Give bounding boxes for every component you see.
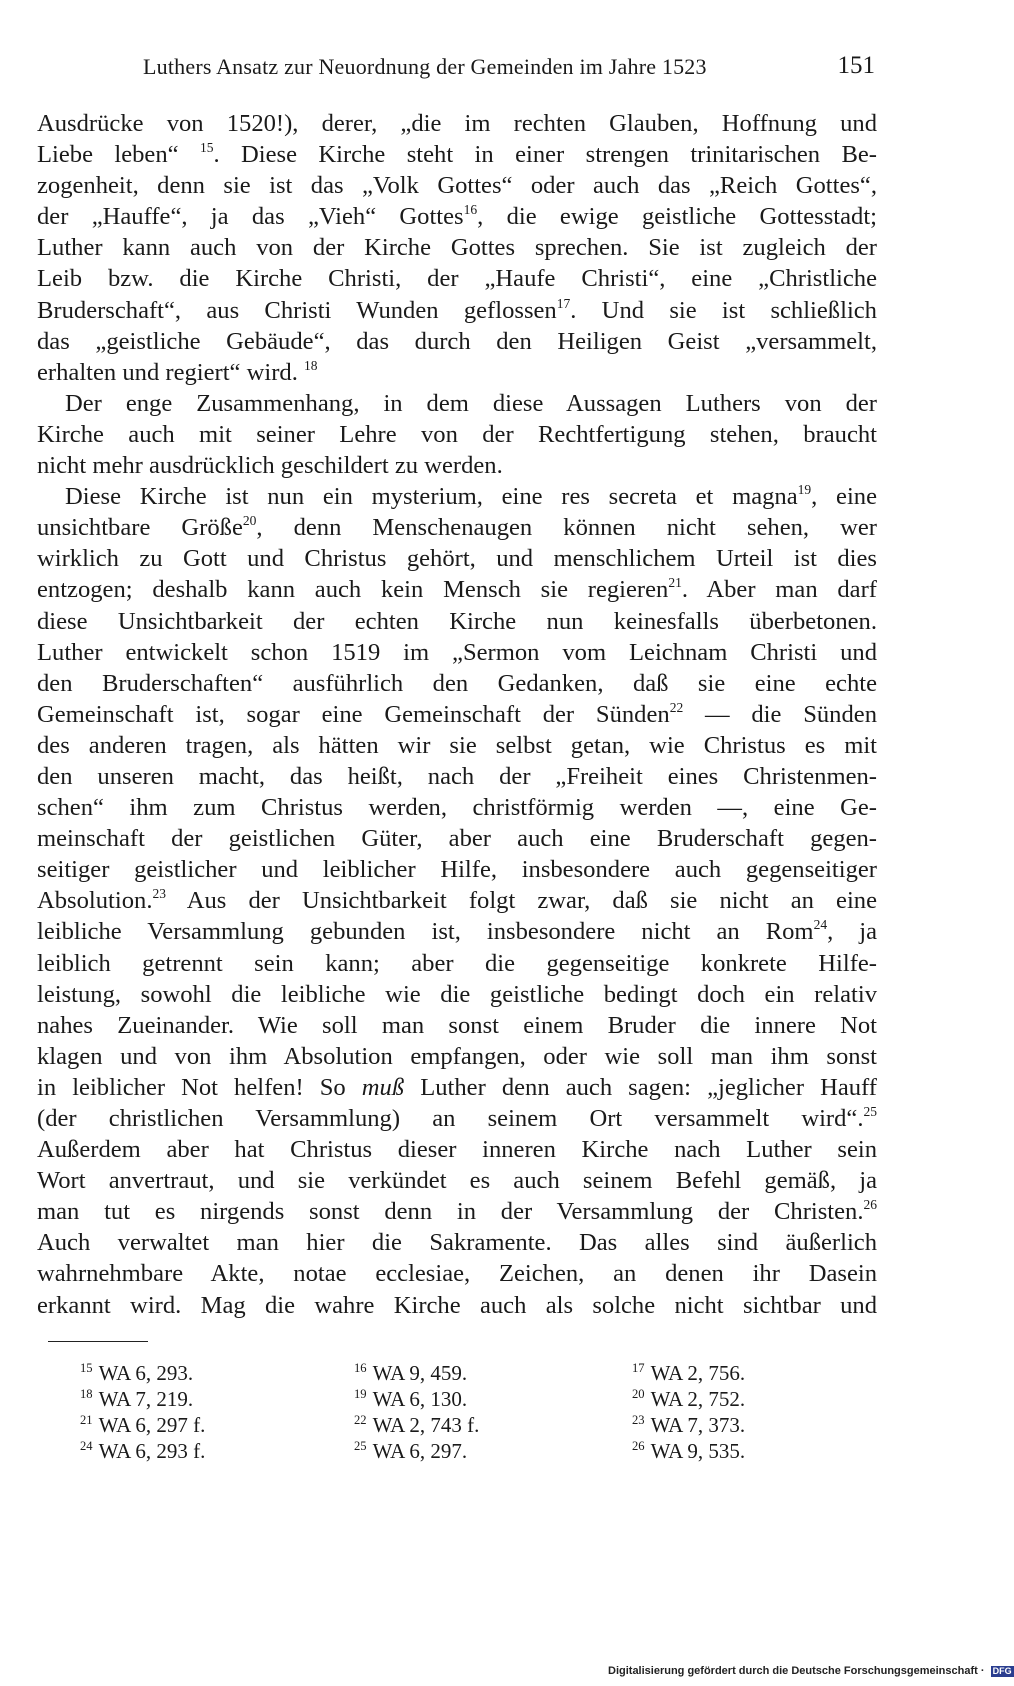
- footnote-text: WA 6, 293 f.: [98, 1439, 206, 1463]
- text-line: meinschaft der geistlichen Güter, aber auch eine Bruderschaft gegen-: [37, 825, 877, 853]
- text-segment: , die ewige geistliche Gottesstadt;: [477, 203, 877, 231]
- text-line: [37, 512, 877, 543]
- text-segment: — die Sünden: [683, 700, 877, 728]
- footnote-text: WA 6, 297 f.: [98, 1413, 206, 1437]
- footnote-number: 26: [632, 1439, 645, 1454]
- footnote-row: [80, 1412, 800, 1438]
- footnote: [354, 1412, 479, 1438]
- text-line: Luther entwickelt schon 1519 im „Sermon vom Leichnam Christi und: [37, 638, 877, 666]
- text-line: das „geistliche Gebäude“, das durch den Heiligen Geist „versammelt,: [37, 327, 877, 355]
- footnote-ref[interactable]: 23: [152, 886, 166, 902]
- footnote-ref[interactable]: 17: [556, 295, 571, 311]
- text-line: des anderen tragen, als hätten wir sie selbst getan, wie Christus es mit: [37, 731, 877, 759]
- text-line: Luther kann auch von der Kirche Gottes sprechen. Sie ist zugleich der: [37, 234, 877, 262]
- text-line: klagen und von ihm Absolution empfangen, oder wie soll man ihm sonst: [37, 1042, 877, 1070]
- footnote-ref[interactable]: 16: [463, 202, 478, 218]
- text-segment: , denn Menschenaugen können nicht sehen, wer: [256, 514, 877, 542]
- footnote: [632, 1386, 745, 1412]
- text-line: [37, 1072, 877, 1103]
- footnote-text: WA 6, 293.: [98, 1361, 194, 1385]
- text-segment: der „Hauffe“, ja das „Vieh“ Gottes: [37, 203, 464, 231]
- text-line: [37, 295, 877, 326]
- footnote: [354, 1360, 467, 1386]
- dfg-logo: DFG: [992, 1665, 1012, 1676]
- footnote: [632, 1412, 745, 1438]
- footnote-text: WA 6, 130.: [372, 1387, 468, 1411]
- text-line: [37, 699, 877, 730]
- text-segment: in leiblicher Not helfen! So: [37, 1073, 362, 1101]
- footnote: [632, 1360, 745, 1386]
- footnote-number: 24: [80, 1439, 93, 1454]
- footnote-number: 15: [80, 1361, 93, 1376]
- footnote-number: 21: [80, 1413, 93, 1428]
- footnote-ref[interactable]: 21: [668, 575, 682, 591]
- footnote-number: 19: [354, 1387, 367, 1402]
- footnote-number: 23: [632, 1413, 645, 1428]
- text-line: erkannt wird. Mag die wahre Kirche auch als solche nicht sichtbar und: [37, 1291, 877, 1319]
- text-line: den Bruderschaften“ ausführlich den Gedanken, daß sie eine echte: [37, 669, 877, 697]
- emphasis: muß: [361, 1073, 405, 1101]
- text-segment: , eine: [811, 483, 877, 511]
- footnote-ref[interactable]: 20: [242, 513, 257, 529]
- footnote-number: 18: [80, 1387, 93, 1402]
- footnote-text: WA 2, 756.: [650, 1361, 746, 1385]
- text-segment: entzogen; deshalb kann auch kein Mensch sie regieren: [37, 576, 669, 604]
- running-header: [135, 50, 875, 84]
- footnote-text: WA 7, 373.: [650, 1413, 746, 1437]
- text-segment: . Und sie ist schließlich: [570, 296, 877, 324]
- footnote: [354, 1438, 467, 1464]
- text-line: den unseren macht, das heißt, nach der „Freiheit eines Christenmen-: [37, 762, 877, 790]
- body-text: [37, 108, 877, 1321]
- footnote-divider: [48, 1341, 148, 1342]
- text-line: nicht mehr ausdrücklich geschildert zu werden.: [37, 452, 503, 480]
- text-line: [37, 481, 877, 512]
- footnote-number: 22: [354, 1413, 367, 1428]
- footnote-number: 16: [354, 1361, 367, 1376]
- footnote-number: 25: [354, 1439, 367, 1454]
- text-line: schen“ ihm zum Christus werden, christförmig werden —, eine Ge-: [37, 794, 877, 822]
- text-segment: leibliche Versammlung gebunden ist, insbesondere nicht an Rom: [37, 918, 814, 946]
- footnote-ref[interactable]: 18: [304, 357, 318, 373]
- text-line: [37, 201, 877, 232]
- footnote: [632, 1438, 745, 1464]
- text-line: Ausdrücke von 1520!), derer, „die im rechten Glauben, Hoffnung und: [37, 110, 877, 137]
- footnote: [80, 1412, 205, 1438]
- text-line: Auch verwaltet man hier die Sakramente. Das alles sind äußerlich: [37, 1229, 877, 1257]
- footnote-text: WA 2, 752.: [650, 1387, 746, 1411]
- footnote-number: 20: [632, 1387, 645, 1402]
- footnote-text: WA 6, 297.: [372, 1439, 468, 1463]
- text-segment: Bruderschaft“, aus Christi Wunden geflossen: [37, 296, 557, 324]
- footnote-row: [80, 1360, 800, 1386]
- footnote: [80, 1386, 193, 1412]
- text-line: Außerdem aber hat Christus dieser inneren Kirche nach Luther sein: [37, 1136, 877, 1164]
- footnote-text: WA 9, 535.: [650, 1439, 746, 1463]
- text-segment: . Aber man darf: [681, 576, 877, 604]
- text-line: leistung, sowohl die leibliche wie die geistliche bedingt doch ein relativ: [37, 980, 877, 1008]
- footnote-ref[interactable]: 19: [797, 481, 812, 497]
- text-segment: , ja: [827, 918, 877, 946]
- page-number: 151: [837, 52, 875, 79]
- text-line: Leib bzw. die Kirche Christi, der „Haufe Christi“, eine „Christliche: [37, 265, 877, 293]
- footnote-text: WA 2, 743 f.: [372, 1413, 480, 1437]
- footnote-ref[interactable]: 24: [813, 917, 828, 933]
- text-line: [37, 885, 877, 916]
- text-line: nahes Zueinander. Wie soll man sonst einem Bruder die innere Not: [37, 1011, 877, 1039]
- footnote-ref[interactable]: 22: [669, 699, 684, 715]
- text-line: Kirche auch mit seiner Lehre von der Rechtfertigung stehen, braucht: [37, 420, 877, 448]
- footnote-text: WA 9, 459.: [372, 1361, 468, 1385]
- footnote-ref[interactable]: 15: [199, 139, 214, 155]
- footnote: [80, 1438, 205, 1464]
- text-segment: (der christlichen Versammlung) an seinem Ort versammelt wird“.: [37, 1105, 864, 1132]
- text-segment: Absolution.: [37, 887, 153, 915]
- text-line: [37, 1103, 877, 1134]
- text-line: [37, 916, 877, 947]
- text-line: [37, 139, 877, 170]
- text-line: wirklich zu Gott und Christus gehört, und menschlichem Urteil ist dies: [37, 545, 877, 573]
- text-segment: Diese Kirche ist nun ein mysterium, eine res secreta et magna: [65, 483, 798, 511]
- running-title: Luthers Ansatz zur Neuordnung der Gemeinden im Jahre 1523: [143, 54, 707, 79]
- text-line: [37, 574, 877, 605]
- text-segment: Liebe leben“: [37, 141, 200, 169]
- text-line: seitiger geistlicher und leiblicher Hilfe, insbesondere auch gegenseitiger: [37, 856, 877, 884]
- text-segment: . Diese Kirche steht in einer strengen trinitarischen Be-: [213, 141, 877, 169]
- text-line: zogenheit, denn sie ist das „Volk Gottes“ oder auch das „Reich Gottes“,: [37, 172, 877, 200]
- text-segment: erhalten und regiert“ wird.: [37, 358, 305, 386]
- text-line: leiblich getrennt sein kann; aber die gegenseitige konkrete Hilfe-: [37, 949, 877, 977]
- footnote-row: [80, 1438, 800, 1464]
- text-segment: Aus der Unsichtbarkeit folgt zwar, daß sie nicht an eine: [165, 887, 877, 915]
- footnote: [354, 1386, 467, 1412]
- text-segment: man tut es nirgends sonst denn in der Versammlung der Christen.: [37, 1198, 864, 1226]
- footnote-ref[interactable]: 25: [863, 1103, 877, 1119]
- footnote-number: 17: [632, 1361, 645, 1376]
- text-line: [37, 357, 877, 388]
- text-line: diese Unsichtbarkeit der echten Kirche nun keinesfalls überbetonen.: [37, 607, 877, 635]
- footnote-ref[interactable]: 26: [863, 1197, 877, 1213]
- text-segment: Gemeinschaft ist, sogar eine Gemeinschaft der Sünden: [37, 700, 670, 728]
- footnotes: [80, 1360, 800, 1464]
- text-line: Wort anvertraut, und sie verkündet es auch seinem Befehl gemäß, ja: [37, 1167, 877, 1195]
- text-line: Der enge Zusammenhang, in dem diese Aussagen Luthers von der: [65, 389, 877, 417]
- footnote-row: [80, 1386, 800, 1412]
- text-line: [37, 1196, 877, 1227]
- text-segment: Luther denn auch sagen: „jeglicher Hauff: [404, 1073, 877, 1101]
- digitization-note: Digitalisierung gefördert durch die Deutsche Forschungsgemeinschaft ·: [608, 1665, 985, 1677]
- text-line: wahrnehmbare Akte, notae ecclesiae, Zeichen, an denen ihr Dasein: [37, 1260, 877, 1288]
- footnote: [80, 1360, 193, 1386]
- footnote-text: WA 7, 219.: [98, 1387, 194, 1411]
- digitization-credit: [608, 1665, 1014, 1677]
- text-segment: unsichtbare Größe: [37, 514, 243, 542]
